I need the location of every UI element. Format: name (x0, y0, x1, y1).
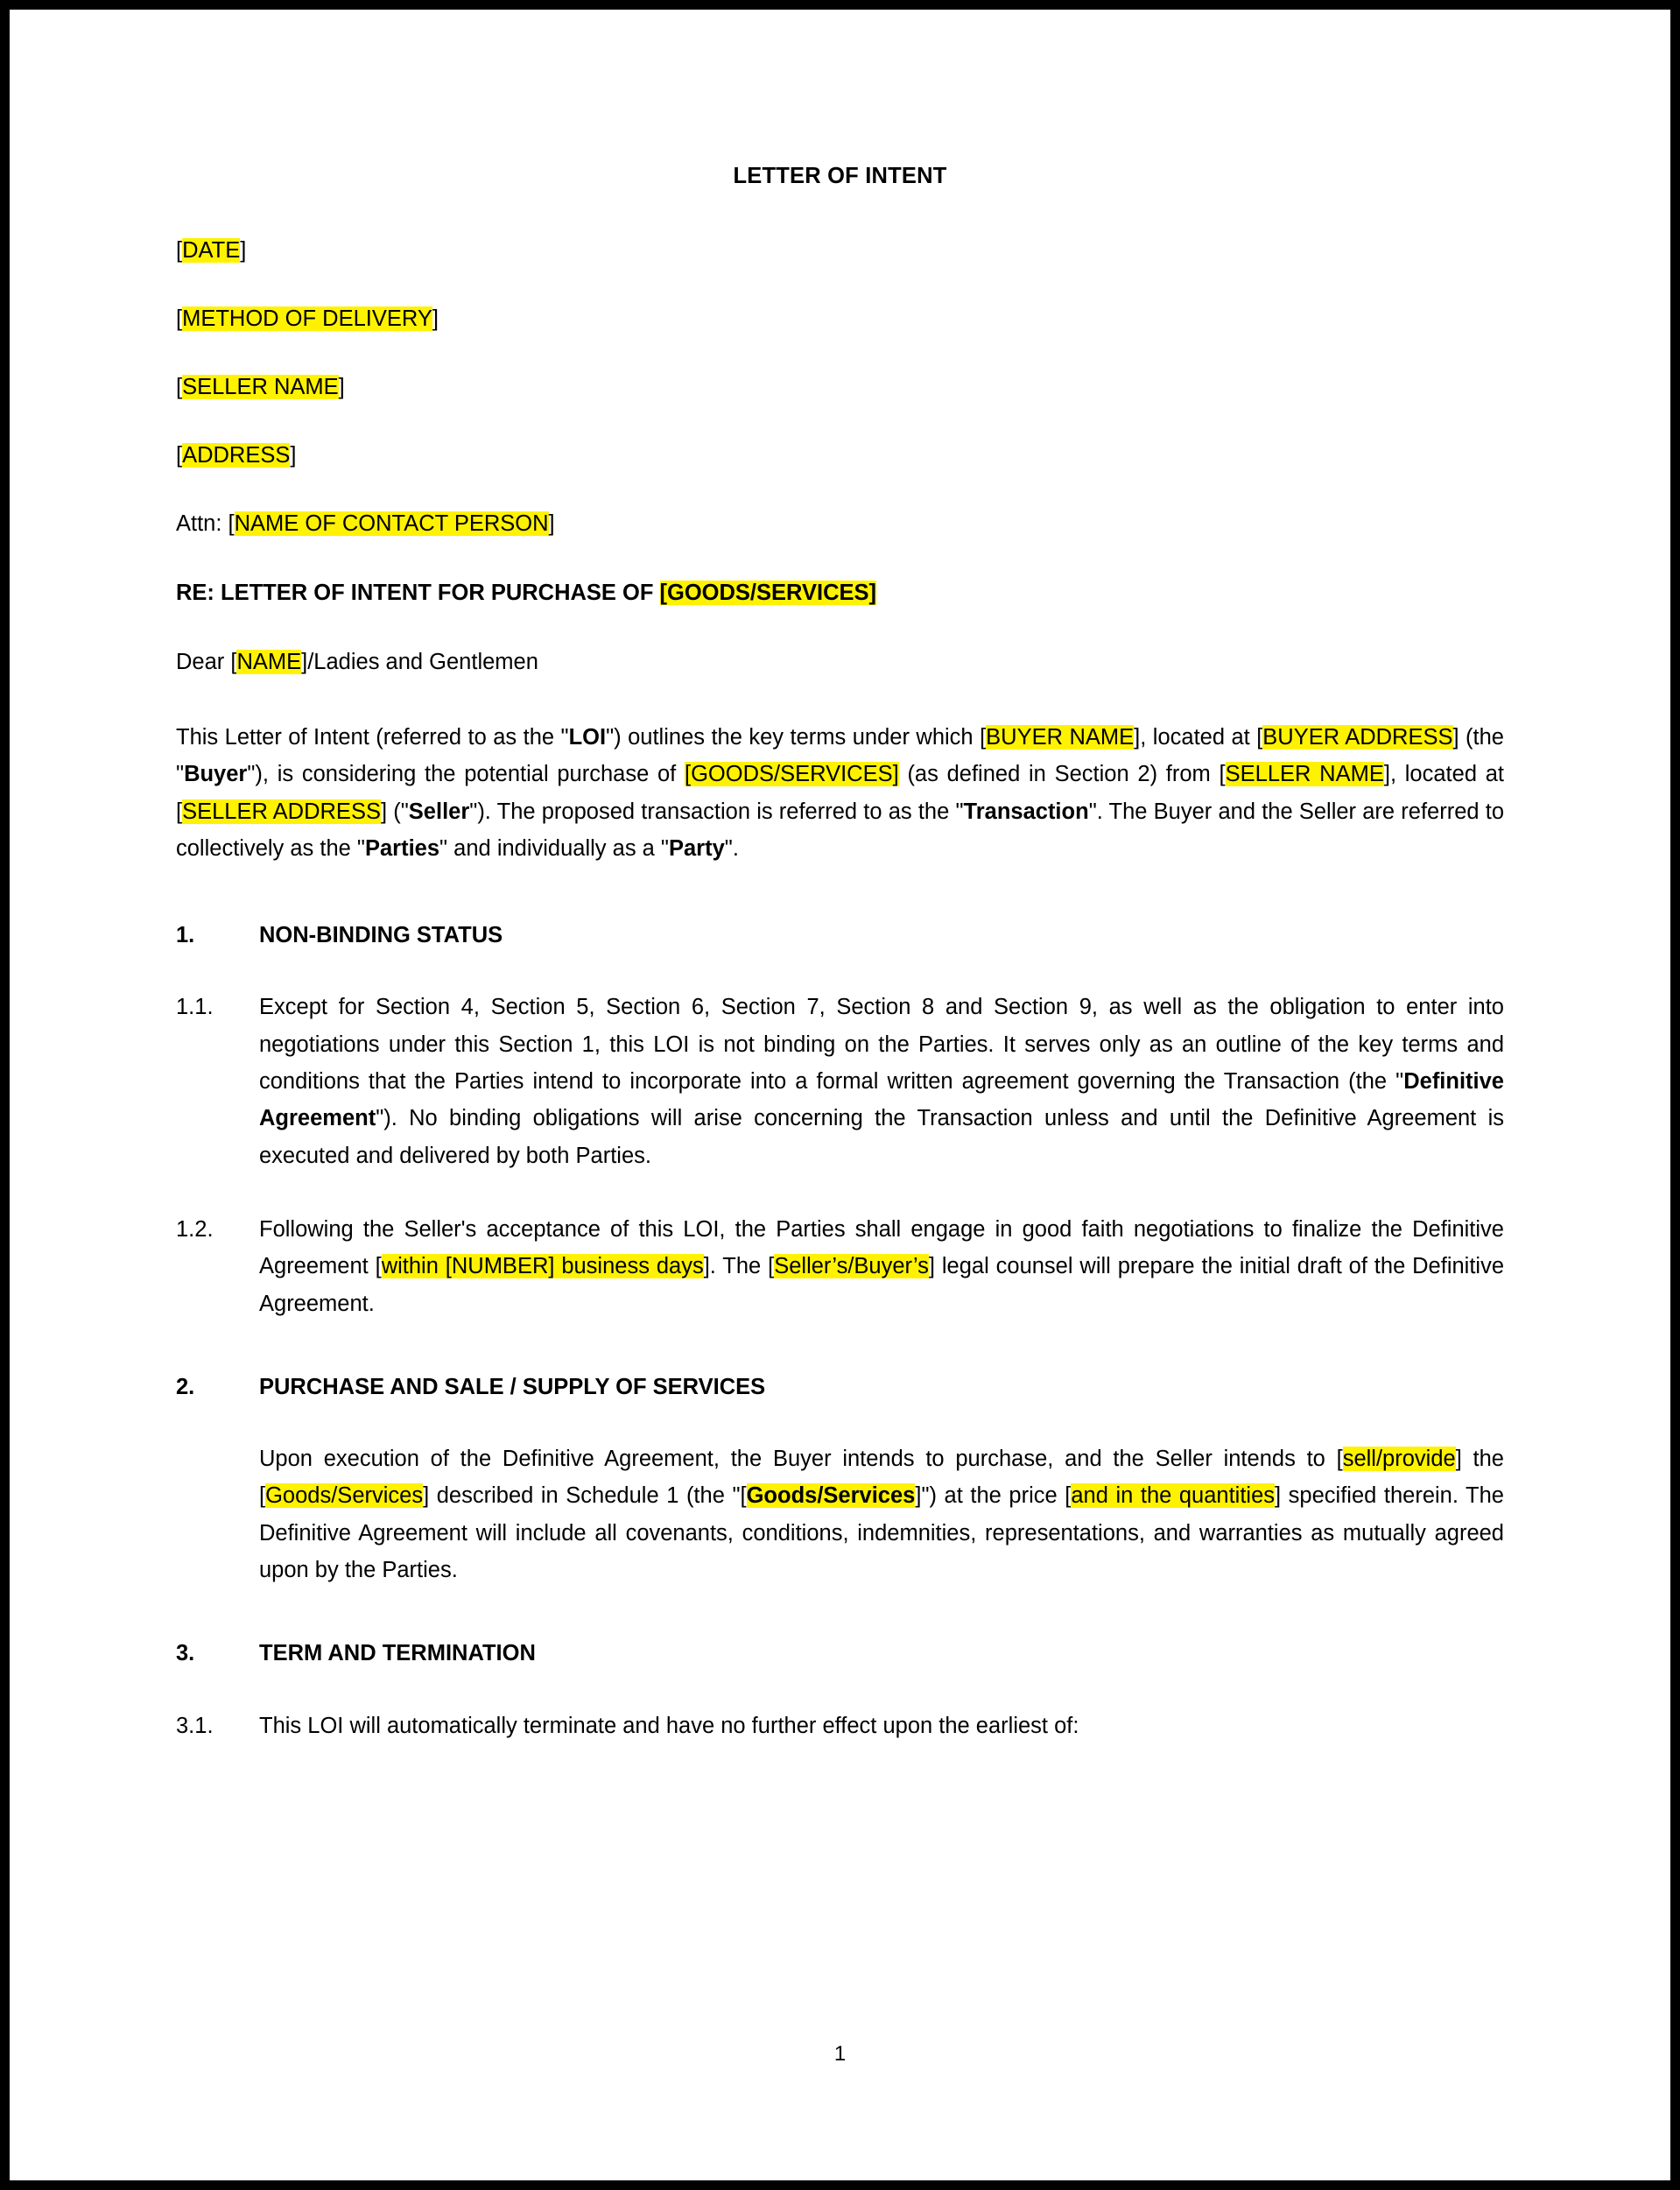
re-goods-services-placeholder: [GOODS/SERVICES] (659, 580, 876, 605)
intro-text-3: ], located at [ (1134, 724, 1263, 750)
date-line (176, 236, 1504, 265)
buyer-defined-term: Buyer (184, 762, 248, 787)
section-title: TERM AND TERMINATION (259, 1641, 536, 1666)
sell-provide-placeholder: sell/provide (1342, 1447, 1456, 1472)
seller-buyer-counsel-placeholder: Seller’s/Buyer’s (774, 1254, 929, 1279)
intro-text-7: ], located at [ (176, 762, 1505, 824)
clause-text-part-1: Upon execution of the Definitive Agreement, the Buyer intends to purchase, and the Seller intends to [ (259, 1447, 1343, 1472)
section-number: 3. (176, 1641, 195, 1666)
clause-text (259, 1440, 1504, 1588)
seller-name-placeholder: SELLER NAME (182, 375, 339, 400)
clause-2-body (176, 1440, 1504, 1588)
bracket-open: [ (176, 443, 183, 468)
bracket-open: [ (176, 375, 183, 400)
salutation-name-placeholder: NAME (236, 649, 302, 674)
clause-3-1 (176, 1708, 1504, 1744)
intro-text-5: "), is considering the potential purchase of (247, 762, 685, 787)
address-placeholder: ADDRESS (182, 443, 291, 468)
clause-text-part-3: ] legal counsel will prepare the initial draft of the Definitive Agreement. (259, 1254, 1505, 1316)
goods-services-defined-term: Goods/Services (746, 1483, 916, 1509)
salutation-prefix: Dear [ (176, 649, 237, 674)
clause-text-part-1: Following the Seller's acceptance of this LOI, the Parties shall engage in good faith negotiations to finalize the Definitive Agreement [ (259, 1216, 1504, 1279)
clause-text-part-4: ]") at the price [ (915, 1483, 1072, 1509)
buyer-address-placeholder: BUYER ADDRESS (1262, 724, 1453, 750)
bracket-close: ] (548, 511, 555, 537)
clause-text-part-1: This LOI will automatically terminate and have no further effect upon the earliest of: (259, 1713, 1079, 1738)
definitive-agreement-defined-term: Definitive Agreement (259, 1068, 1504, 1131)
page-content (10, 10, 1670, 2180)
clause-text (259, 1708, 1504, 1744)
party-defined-term: Party (668, 835, 725, 861)
intro-text-2: ") outlines the key terms under which [ (606, 724, 987, 750)
section-heading-1 (176, 921, 1504, 950)
re-prefix: RE: LETTER OF INTENT FOR PURCHASE OF (176, 580, 660, 605)
attn-label: Attn: [ (176, 511, 235, 537)
clause-text-part-5: ] specified therein. The Definitive Agreement will include all covenants, conditions, indemnities, representations, and warranties as mutually agreed upon by the Parties. (259, 1483, 1504, 1583)
seller-address-placeholder: SELLER ADDRESS (182, 799, 381, 824)
quantities-placeholder: and in the quantities (1071, 1483, 1276, 1509)
salutation-line (176, 648, 1504, 677)
clause-text (259, 1211, 1504, 1322)
intro-text-6: (as defined in Section 2) from [ (898, 762, 1226, 787)
loi-defined-term: LOI (568, 724, 607, 750)
seller-name-line (176, 373, 1504, 402)
buyer-name-placeholder: BUYER NAME (986, 724, 1135, 750)
bracket-close: ] (290, 443, 297, 468)
clause-text-part-2: "). No binding obligations will arise concerning the Transaction unless and until the Definitive Agreement is executed and delivered by both Parties. (259, 1106, 1504, 1168)
page-number-footer: 1 (833, 2042, 847, 2066)
clause-text-part-2: ] the [ (259, 1447, 1504, 1509)
page-title: LETTER OF INTENT (733, 164, 947, 188)
clause-text-part-2: ]. The [ (703, 1254, 775, 1279)
address-line (176, 441, 1504, 470)
seller-name-placeholder-body: SELLER NAME (1225, 762, 1384, 787)
clause-number: 1.2. (176, 1216, 214, 1242)
section-number: 2. (176, 1374, 195, 1399)
intro-text-4: ] (the " (176, 724, 1504, 787)
method-of-delivery-line (176, 305, 1504, 334)
attn-line (176, 510, 1504, 539)
clause-1-1 (176, 989, 1504, 1174)
section-number: 1. (176, 923, 195, 948)
clause-text-part-1: Except for Section 4, Section 5, Section 6, Section 7, Section 8 and Section 9, as well as the obligation to enter into negotiations under this Section 1, this LOI is not binding on the Parties. It serves only as an outline of the key terms and conditions that the Parties intend to incorporate into a formal written agreement governing the Transaction (the " (259, 995, 1504, 1094)
bracket-open: [ (176, 306, 183, 332)
method-of-delivery-placeholder: METHOD OF DELIVERY (182, 306, 432, 332)
section-heading-3 (176, 1639, 1504, 1668)
intro-text-1: This Letter of Intent (referred to as the " (176, 724, 569, 750)
intro-paragraph (176, 719, 1504, 867)
date-placeholder: DATE (182, 237, 241, 263)
parties-defined-term: Parties (364, 835, 440, 861)
bracket-close: ] (432, 306, 439, 332)
intro-text-10: ". The Buyer and the Seller are referred to collectively as the " (176, 799, 1505, 861)
intro-text-12: ". (724, 835, 739, 861)
intro-text-9: "). The proposed transaction is referred to as the " (469, 799, 964, 824)
clause-1-2 (176, 1211, 1504, 1322)
bracket-open: [ (176, 237, 183, 263)
section-heading-2 (176, 1373, 1504, 1402)
bracket-close: ] (338, 375, 345, 400)
contact-person-placeholder: NAME OF CONTACT PERSON (234, 511, 549, 537)
clause-number: 3.1. (176, 1713, 214, 1738)
transaction-defined-term: Transaction (963, 799, 1089, 824)
goods-services-placeholder-2: Goods/Services (265, 1483, 424, 1509)
business-days-placeholder: within [NUMBER] business days (381, 1254, 704, 1279)
section-title: NON-BINDING STATUS (259, 923, 503, 948)
intro-text-8: ] (" (380, 799, 409, 824)
goods-services-placeholder: [GOODS/SERVICES] (685, 762, 899, 787)
clause-number: 1.1. (176, 995, 214, 1020)
clause-text (259, 989, 1504, 1174)
seller-defined-term: Seller (408, 799, 470, 824)
section-title: PURCHASE AND SALE / SUPPLY OF SERVICES (259, 1374, 766, 1399)
bracket-close: ] (240, 237, 247, 263)
salutation-suffix: ]/Ladies and Gentlemen (301, 649, 538, 674)
clause-text-part-3: ] described in Schedule 1 (the "[ (423, 1483, 747, 1509)
intro-text-11: " and individually as a " (439, 835, 669, 861)
re-subject-line (176, 579, 1504, 608)
